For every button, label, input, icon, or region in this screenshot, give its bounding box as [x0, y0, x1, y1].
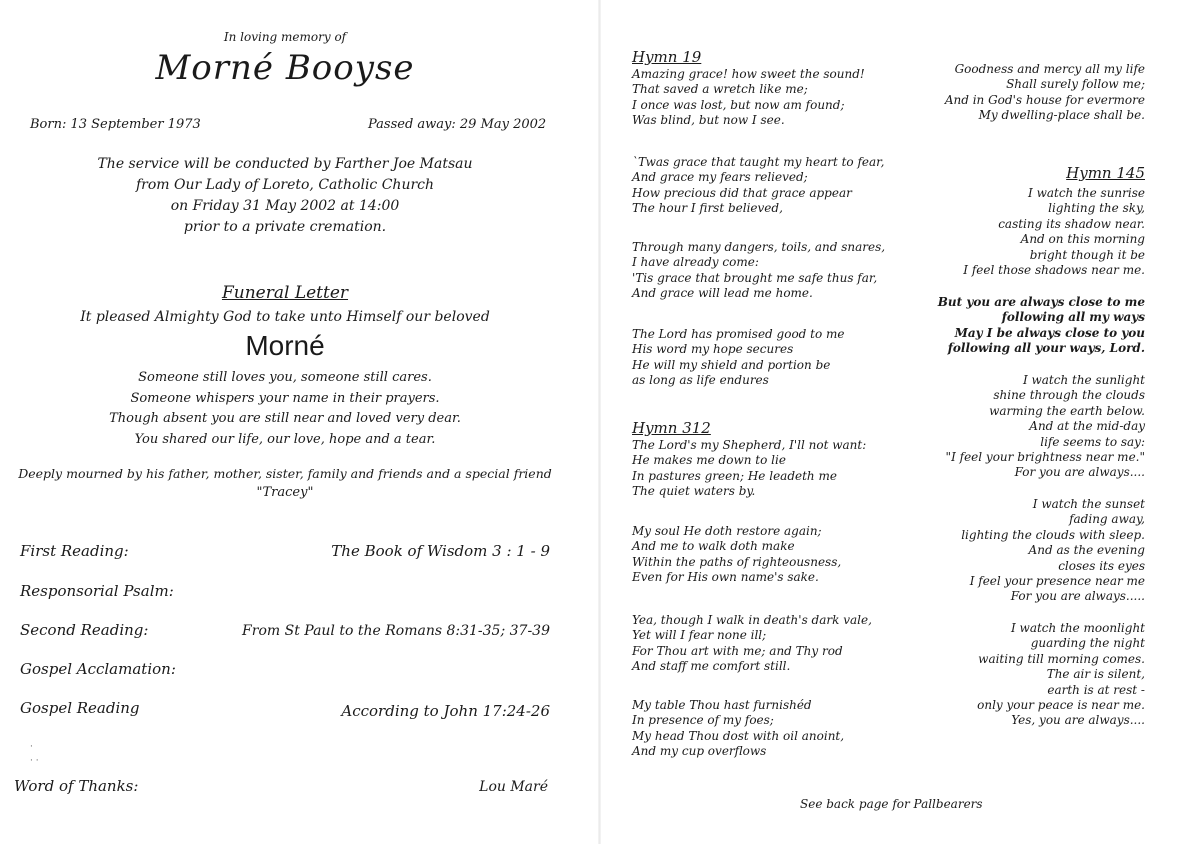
hymn-line: And in God's house for evermore: [944, 92, 1145, 107]
hymn-line: closes its eyes: [1058, 558, 1145, 573]
hymn-line: Through many dangers, toils, and snares,: [632, 240, 886, 254]
hymn-line: For you are always....: [1014, 465, 1145, 480]
hymn-312-title: Hymn 312: [632, 419, 711, 437]
hymn-line: My soul He doth restore again;: [632, 524, 822, 538]
hymn-145-stanza: [961, 497, 1145, 605]
service-line: prior to a private cremation.: [183, 219, 387, 235]
hymn-line: The hour I first believed,: [632, 201, 783, 216]
hymn-145-title: Hymn 145: [1066, 164, 1145, 182]
service-line: from Our Lady of Loreto, Catholic Church: [135, 177, 435, 193]
hymn-line: His word my hope secures: [632, 342, 794, 357]
hymn-line: I have already come:: [632, 255, 759, 270]
hymn-19-stanza: [632, 327, 845, 389]
hymn-line: casting its shadow near.: [998, 216, 1145, 231]
programme-value: Lou Maré: [479, 779, 548, 795]
hymn-line: Yea, though I walk in death's dark vale,: [632, 613, 872, 627]
hymn-145-stanza: [963, 186, 1145, 278]
hymn-line: 'Tis grace that brought me safe thus far,: [632, 270, 878, 285]
hymn-line: May I be always close to you: [954, 325, 1145, 340]
hymn-line: bright though it be: [1029, 247, 1145, 262]
hymn-line: Even for His own name's sake.: [632, 570, 819, 585]
hymn-line: I once was lost, but now am found;: [632, 97, 845, 112]
hymn-line: following all my ways: [1001, 310, 1145, 325]
hymn-19-stanza: [632, 155, 884, 217]
programme-value: From St Paul to the Romans 8:31-35; 37-39: [242, 623, 550, 639]
first-name: Morné: [245, 330, 325, 361]
service-details: [0, 154, 570, 238]
service-line: The service will be conducted by Farther Joe Matsau: [97, 156, 473, 172]
hymn-line: And on this morning: [1020, 232, 1145, 247]
scan-specks: · · ·: [30, 742, 39, 766]
hymn-line: only your peace is near me.: [977, 698, 1145, 713]
hymn-line: My dwelling-place shall be.: [978, 108, 1145, 123]
hymn-line: as long as life endures: [632, 373, 769, 388]
funeral-letter-intro: It pleased Almighty God to take unto Himself our beloved: [80, 309, 490, 325]
deceased-name: Morné Booyse: [155, 48, 415, 88]
hymn-line: And staff me comfort still.: [632, 659, 791, 674]
hymn-line: I watch the sunrise: [1028, 186, 1145, 200]
programme-label: Responsorial Psalm:: [20, 582, 174, 600]
hymn-line: How precious did that grace appear: [632, 185, 852, 200]
hymn-19-stanza: [632, 67, 865, 129]
programme-label: Second Reading:: [20, 621, 149, 639]
hymn-line: I feel those shadows near me.: [963, 263, 1145, 278]
hymn-line: My head Thou dost with oil anoint,: [632, 728, 845, 743]
hymn-line: guarding the night: [1030, 636, 1145, 651]
pallbearers-note: See back page for Pallbearers: [800, 797, 983, 811]
hymn-312-stanza: [632, 698, 844, 760]
service-line: on Friday 31 May 2002 at 14:00: [170, 198, 400, 214]
hymn-line: The air is silent,: [1046, 667, 1145, 682]
programme-value: The Book of Wisdom 3 : 1 - 9: [331, 542, 550, 560]
verse-line: Though absent you are still near and loved very dear.: [109, 411, 461, 426]
hymn-line: But you are always close to me: [937, 295, 1145, 309]
hymn-line: And at the mid-day: [1029, 419, 1145, 434]
funeral-letter-heading: Funeral Letter: [221, 283, 349, 303]
hymn-line: waiting till morning comes.: [978, 651, 1145, 666]
hymn-line: "I feel your brightness near me.": [945, 450, 1145, 465]
hymn-line: life seems to say:: [1040, 434, 1145, 449]
mourned-line: "Tracey": [256, 485, 314, 500]
hymn-312-stanza: [632, 524, 841, 586]
hymn-145-chorus: [938, 295, 1145, 357]
hymn-line: Shall surely follow me;: [1006, 77, 1145, 92]
hymn-line: That saved a wretch like me;: [632, 82, 808, 97]
born-date: Born: 13 September 1973: [30, 117, 201, 132]
hymn-line: He will my shield and portion be: [632, 357, 831, 372]
hymn-145-stanza: [977, 621, 1145, 729]
hymn-line: The Lord's my Shepherd, I'll not want:: [632, 438, 867, 452]
hymn-line: And as the evening: [1028, 543, 1145, 558]
programme-label: Gospel Acclamation:: [20, 660, 176, 678]
verse-line: Someone whispers your name in their prayers.: [130, 390, 440, 406]
hymn-line: And my cup overflows: [632, 744, 767, 759]
hymn-line: My table Thou hast furnishéd: [632, 698, 812, 712]
passed-date: Passed away: 29 May 2002: [368, 117, 547, 132]
hymn-line: warming the earth below.: [989, 403, 1145, 418]
hymn-312-stanza: [632, 438, 866, 500]
hymn-line: In pastures green; He leadeth me: [632, 468, 837, 483]
hymn-line: shine through the clouds: [993, 388, 1145, 403]
hymn-312-final-stanza: [945, 62, 1145, 124]
right-page: [600, 0, 1200, 844]
hymn-line: Yet will I fear none ill;: [632, 628, 767, 643]
hymn-line: I feel your presence near me: [969, 574, 1145, 589]
hymn-line: In presence of my foes;: [632, 713, 774, 728]
hymn-line: earth is at rest -: [1047, 682, 1145, 697]
hymn-line: Was blind, but now I see.: [632, 113, 785, 128]
hymn-line: Goodness and mercy all my life: [954, 62, 1145, 76]
hymn-19-title: Hymn 19: [632, 48, 702, 66]
hymn-line: And grace my fears relieved;: [632, 170, 808, 185]
mourned-line: Deeply mourned by his father, mother, sister, family and friends and a special friend: [18, 466, 552, 481]
programme-value: According to John 17:24-26: [341, 702, 550, 720]
memory-line: In loving memory of: [223, 30, 347, 44]
hymn-line: lighting the clouds with sleep.: [961, 527, 1145, 542]
hymn-line: The Lord has promised good to me: [632, 327, 845, 341]
memorial-verse: [0, 368, 570, 450]
hymn-line: I watch the sunlight: [1022, 373, 1145, 387]
hymn-145-stanza: [946, 373, 1145, 481]
programme-label: Word of Thanks:: [14, 777, 139, 795]
verse-line: Someone still loves you, someone still cares.: [138, 370, 432, 385]
hymn-line: following all your ways, Lord.: [947, 341, 1145, 356]
hymn-line: For Thou art with me; and Thy rod: [632, 643, 843, 658]
hymn-line: `Twas grace that taught my heart to fear,: [632, 155, 885, 169]
hymn-312-stanza: [632, 613, 872, 675]
verse-line: You shared our life, our love, hope and a tear.: [134, 431, 436, 447]
programme-label: Gospel Reading: [20, 699, 140, 717]
hymn-line: Amazing grace! how sweet the sound!: [632, 67, 865, 81]
hymn-line: The quiet waters by.: [632, 484, 756, 499]
hymn-line: fading away,: [1069, 512, 1145, 527]
hymn-19-stanza: [632, 240, 885, 302]
hymn-line: Within the paths of righteousness,: [632, 554, 842, 569]
hymn-line: He makes me down to lie: [632, 453, 786, 468]
hymn-line: lighting the sky,: [1048, 201, 1145, 216]
hymn-line: I watch the moonlight: [1011, 621, 1145, 635]
hymn-line: I watch the sunset: [1032, 497, 1145, 511]
hymn-line: And grace will lead me home.: [632, 286, 813, 301]
hymn-line: And me to walk doth make: [632, 539, 795, 554]
mourned-by: [0, 464, 570, 502]
programme-label: First Reading:: [20, 542, 129, 560]
hymn-line: Yes, you are always....: [1011, 713, 1145, 728]
hymn-line: For you are always.....: [1010, 589, 1145, 604]
